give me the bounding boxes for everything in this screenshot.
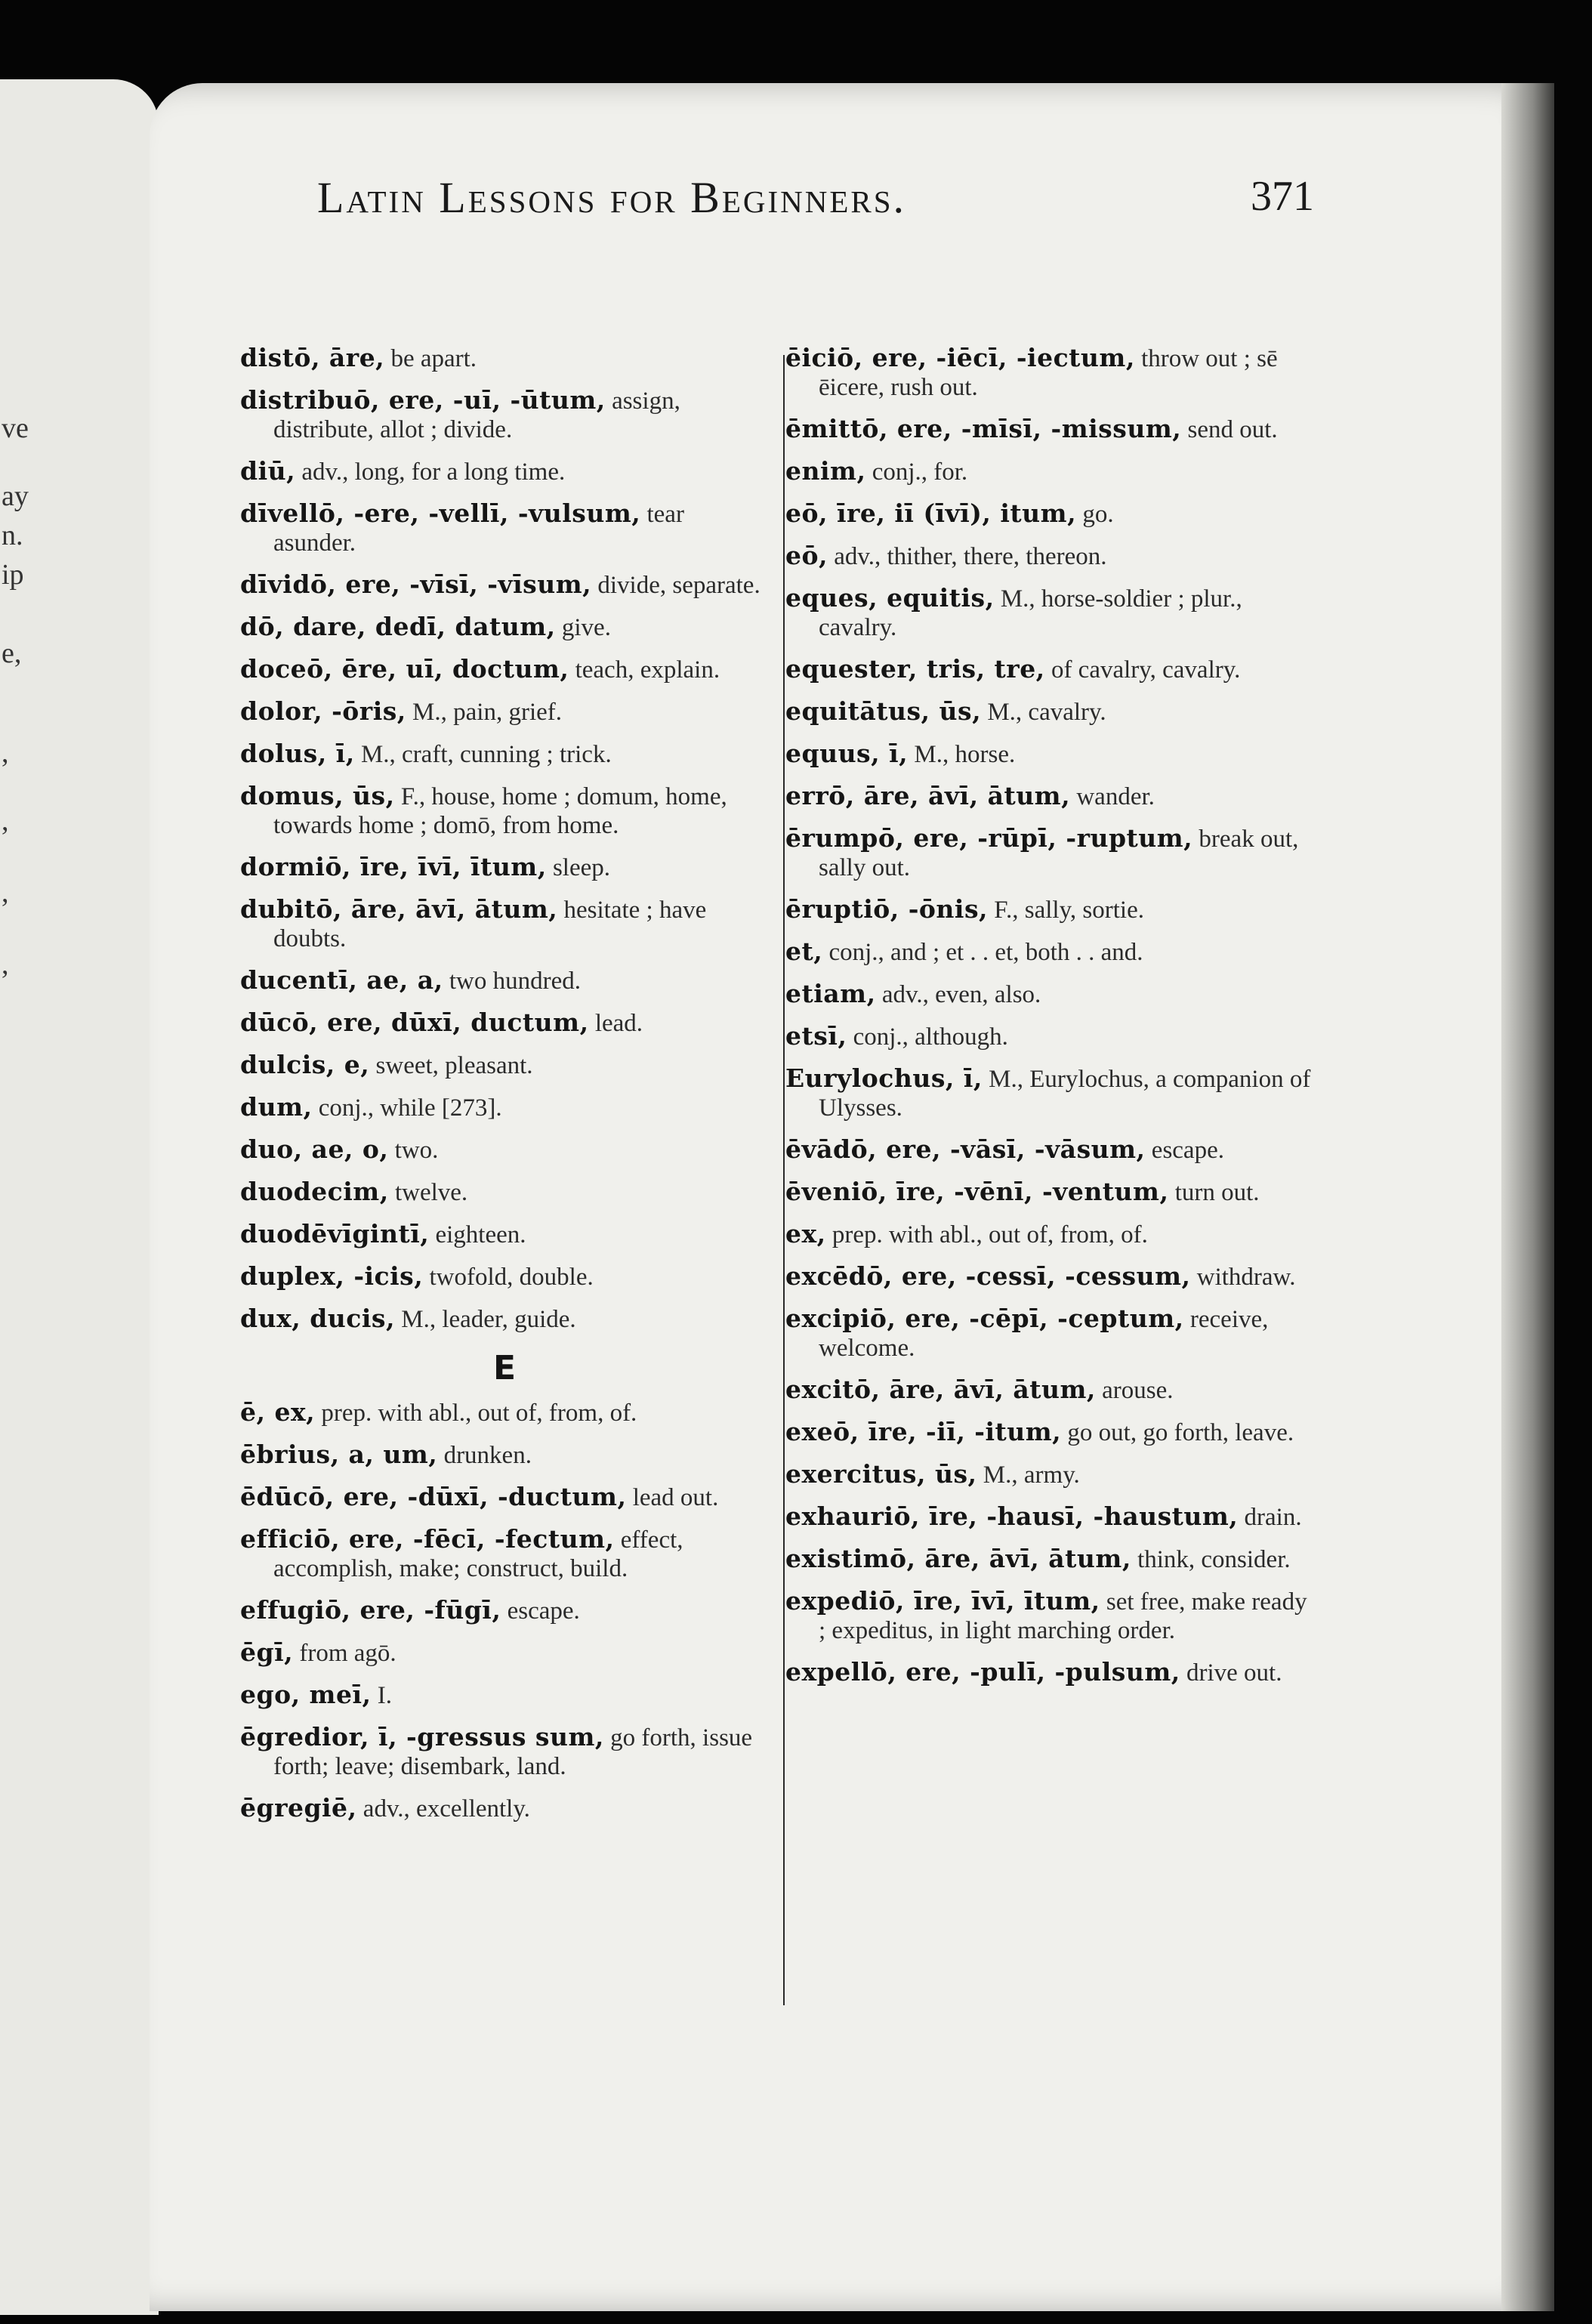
entry-definition: adv., even, also. bbox=[875, 981, 1041, 1008]
dictionary-entry bbox=[785, 1022, 1314, 1051]
entry-headword: duodecim, bbox=[240, 1177, 389, 1206]
entry-headword: etsī, bbox=[785, 1021, 847, 1051]
entry-definition: break out, sally out. bbox=[819, 826, 1299, 881]
dictionary-entry bbox=[240, 1525, 769, 1583]
dictionary-entry bbox=[240, 1262, 769, 1292]
entry-headword: Eurylochus, ī, bbox=[785, 1063, 983, 1093]
entry-definition: twelve. bbox=[388, 1179, 468, 1206]
entry-definition: withdraw. bbox=[1190, 1264, 1296, 1291]
entry-headword: excipiō, ere, -cēpī, -ceptum, bbox=[785, 1304, 1184, 1333]
entry-headword: dolus, ī, bbox=[240, 739, 355, 768]
entry-definition: of cavalry, cavalry. bbox=[1044, 656, 1241, 684]
entry-definition: drain. bbox=[1238, 1504, 1302, 1531]
entry-definition: M., cavalry. bbox=[981, 699, 1106, 726]
entry-definition: adv., excellently. bbox=[356, 1795, 530, 1822]
dictionary-entry bbox=[785, 980, 1314, 1009]
entry-headword: ego, meī, bbox=[240, 1680, 372, 1709]
entry-definition: sleep. bbox=[546, 854, 611, 881]
entry-headword: duplex, -icis, bbox=[240, 1261, 424, 1291]
entry-definition: teach, explain. bbox=[569, 656, 720, 684]
entry-definition: escape. bbox=[501, 1597, 580, 1625]
left-page-fragment: , bbox=[2, 949, 9, 980]
entry-headword: eō, īre, iī (īvī), itum, bbox=[785, 498, 1077, 528]
section-letter: E bbox=[492, 1349, 517, 1387]
entry-headword: exercitus, ūs, bbox=[785, 1459, 977, 1489]
dictionary-entry bbox=[240, 739, 769, 769]
entry-headword: expellō, ere, -pulī, -pulsum, bbox=[785, 1657, 1180, 1687]
dictionary-entry bbox=[240, 1051, 769, 1080]
entry-headword: dum, bbox=[240, 1092, 313, 1122]
entry-headword: et, bbox=[785, 937, 823, 966]
dictionary-entry bbox=[785, 1658, 1314, 1687]
dictionary-entry bbox=[240, 1440, 769, 1470]
entry-headword: errō, āre, āvī, ātum, bbox=[785, 781, 1071, 810]
entry-headword: ēbrius, a, um, bbox=[240, 1440, 438, 1469]
dictionary-entry bbox=[240, 1304, 769, 1334]
entry-headword: ē, ex, bbox=[240, 1397, 316, 1427]
entry-definition: receive, welcome. bbox=[819, 1306, 1269, 1362]
dictionary-entry bbox=[785, 344, 1314, 402]
entry-headword: enim, bbox=[785, 456, 866, 486]
entry-definition: go forth, issue forth; leave; disembark, land. bbox=[273, 1724, 753, 1780]
dictionary-entry bbox=[240, 1093, 769, 1122]
entry-definition: go. bbox=[1076, 501, 1114, 528]
dictionary-entry bbox=[785, 542, 1314, 571]
entry-headword: dux, ducis, bbox=[240, 1304, 395, 1333]
dictionary-entry bbox=[785, 415, 1314, 444]
entry-headword: equus, ī, bbox=[785, 739, 909, 768]
dictionary-entry bbox=[240, 1483, 769, 1512]
dictionary-entry bbox=[785, 1064, 1314, 1122]
dictionary-entry bbox=[785, 1545, 1314, 1574]
column-divider bbox=[783, 355, 785, 2005]
entry-definition: M., horse. bbox=[908, 741, 1016, 768]
dictionary-entry bbox=[785, 1177, 1314, 1207]
dictionary-entry bbox=[785, 1502, 1314, 1532]
entry-definition: adv., thither, there, thereon. bbox=[828, 543, 1107, 570]
left-page-fragment: , bbox=[2, 737, 9, 769]
dictionary-entry bbox=[240, 966, 769, 995]
entry-definition: lead. bbox=[588, 1010, 643, 1037]
dictionary-entry bbox=[240, 853, 769, 882]
entry-headword: eques, equitis, bbox=[785, 583, 995, 613]
dictionary-entry bbox=[240, 1596, 769, 1625]
entry-headword: ducentī, ae, a, bbox=[240, 965, 443, 995]
entry-definition: escape. bbox=[1145, 1137, 1224, 1164]
entry-headword: excitō, āre, āvī, ātum, bbox=[785, 1375, 1096, 1404]
entry-headword: duo, ae, o, bbox=[240, 1134, 389, 1164]
page-header bbox=[317, 172, 1314, 225]
left-page-edge bbox=[0, 79, 159, 2315]
right-column bbox=[785, 344, 1314, 1700]
entry-headword: effugiō, ere, -fūgī, bbox=[240, 1595, 501, 1625]
entry-headword: ērumpō, ere, -rūpī, -ruptum, bbox=[785, 823, 1193, 853]
entry-definition: twofold, double. bbox=[423, 1264, 594, 1291]
dictionary-entry bbox=[240, 344, 769, 373]
entry-headword: dulcis, e, bbox=[240, 1050, 370, 1079]
entry-headword: ēiciō, ere, -iēcī, -iectum, bbox=[785, 343, 1135, 372]
entry-definition: two. bbox=[388, 1137, 439, 1164]
entry-definition: drunken. bbox=[437, 1442, 532, 1469]
dictionary-entry bbox=[240, 1220, 769, 1249]
dictionary-entry bbox=[240, 1794, 769, 1823]
dictionary-entry bbox=[240, 895, 769, 953]
entry-definition: conj., for. bbox=[865, 458, 968, 486]
entry-headword: dīvellō, -ere, -vellī, -vulsum, bbox=[240, 498, 641, 528]
entry-headword: distō, āre, bbox=[240, 343, 385, 372]
dictionary-entry bbox=[240, 1723, 769, 1781]
dictionary-entry bbox=[785, 697, 1314, 727]
entry-definition: set free, make ready ; expeditus, in light marching order. bbox=[819, 1588, 1307, 1644]
dictionary-entry bbox=[785, 1418, 1314, 1447]
entry-headword: dubitō, āre, āvī, ātum, bbox=[240, 894, 558, 924]
entry-headword: ēruptiō, -ōnis, bbox=[785, 894, 989, 924]
left-page-fragment: , bbox=[2, 877, 9, 909]
entry-headword: eō, bbox=[785, 541, 828, 570]
entry-headword: dolor, -ōris, bbox=[240, 696, 406, 726]
entry-definition: effect, accomplish, make; construct, build. bbox=[273, 1526, 683, 1582]
entry-definition: adv., long, for a long time. bbox=[295, 458, 566, 486]
entry-headword: dīvidō, ere, -vīsī, -vīsum, bbox=[240, 569, 592, 599]
entry-headword: efficiō, ere, -fēcī, -fectum, bbox=[240, 1524, 615, 1554]
page-number: 371 bbox=[1251, 173, 1314, 220]
entry-definition: think, consider. bbox=[1131, 1546, 1291, 1573]
left-page-fragment: , bbox=[2, 805, 9, 837]
dictionary-entry bbox=[240, 1135, 769, 1165]
dictionary-entry bbox=[785, 1220, 1314, 1249]
entry-definition: tear asunder. bbox=[273, 501, 684, 557]
dictionary-entry bbox=[240, 457, 769, 486]
left-page-fragment: ip bbox=[2, 559, 24, 591]
entry-headword: ēdūcō, ere, -dūxī, -ductum, bbox=[240, 1482, 627, 1511]
dictionary-entry bbox=[240, 1638, 769, 1668]
entry-definition: prep. with abl., out of, from, of. bbox=[825, 1221, 1148, 1248]
entry-definition: M., leader, guide. bbox=[394, 1306, 576, 1333]
entry-headword: ēveniō, īre, -vēnī, -ventum, bbox=[785, 1177, 1169, 1206]
entry-headword: ēvādō, ere, -vāsī, -vāsum, bbox=[785, 1134, 1146, 1164]
dictionary-entry bbox=[240, 570, 769, 600]
entry-definition: conj., and ; et . . et, both . . and. bbox=[822, 939, 1143, 966]
left-page-fragment: ay bbox=[2, 480, 29, 512]
entry-definition: I. bbox=[371, 1682, 392, 1709]
entry-definition: prep. with abl., out of, from, of. bbox=[315, 1400, 637, 1427]
entry-definition: M., Eurylochus, a companion of Ulysses. bbox=[819, 1066, 1311, 1122]
entry-headword: doceō, ēre, uī, doctum, bbox=[240, 654, 569, 684]
entry-headword: ex, bbox=[785, 1219, 826, 1248]
entry-definition: hesitate ; have doubts. bbox=[273, 897, 707, 952]
entry-headword: expediō, īre, īvī, ītum, bbox=[785, 1586, 1100, 1616]
entry-headword: duodēvīgintī, bbox=[240, 1219, 430, 1248]
dictionary-entry bbox=[785, 895, 1314, 924]
entry-headword: equester, tris, tre, bbox=[785, 654, 1045, 684]
entry-definition: turn out. bbox=[1168, 1179, 1260, 1206]
dictionary-entry bbox=[240, 499, 769, 557]
entry-definition: be apart. bbox=[384, 345, 477, 372]
entry-definition: send out. bbox=[1181, 416, 1278, 443]
entry-headword: dormiō, īre, īvī, ītum, bbox=[240, 852, 547, 881]
entry-definition: F., house, home ; domum, home, towards home ; domō, from home. bbox=[273, 783, 727, 839]
entry-definition: M., pain, grief. bbox=[406, 699, 562, 726]
entry-headword: ēmittō, ere, -mīsī, -missum, bbox=[785, 414, 1182, 443]
dictionary-entry bbox=[240, 1681, 769, 1710]
entry-definition: sweet, pleasant. bbox=[369, 1052, 533, 1079]
entry-definition: F., sally, sortie. bbox=[988, 897, 1144, 924]
entry-definition: M., craft, cunning ; trick. bbox=[354, 741, 612, 768]
entry-headword: diū, bbox=[240, 456, 296, 486]
entry-headword: exeō, īre, -iī, -itum, bbox=[785, 1417, 1062, 1446]
dictionary-entry bbox=[240, 697, 769, 727]
entry-headword: ēgregiē, bbox=[240, 1793, 357, 1822]
entry-headword: dō, dare, dedī, datum, bbox=[240, 612, 556, 641]
entry-definition: M., horse-soldier ; plur., cavalry. bbox=[819, 585, 1242, 641]
left-page-fragment: n. bbox=[2, 520, 23, 551]
entry-headword: excēdō, ere, -cessī, -cessum, bbox=[785, 1261, 1191, 1291]
entry-definition: M., army. bbox=[976, 1461, 1080, 1489]
dictionary-entry bbox=[785, 824, 1314, 882]
entry-headword: ēgredior, ī, -gressus sum, bbox=[240, 1722, 604, 1751]
entry-headword: distribuō, ere, -uī, -ūtum, bbox=[240, 385, 606, 415]
entry-definition: go out, go forth, leave. bbox=[1061, 1419, 1294, 1446]
entry-headword: dūcō, ere, dūxī, ductum, bbox=[240, 1008, 589, 1037]
dictionary-entry bbox=[240, 1177, 769, 1207]
entry-definition: divide, separate. bbox=[591, 572, 761, 599]
entry-definition: from agō. bbox=[293, 1640, 396, 1667]
dictionary-entry bbox=[240, 782, 769, 840]
entry-headword: exhauriō, īre, -hausī, -haustum, bbox=[785, 1501, 1239, 1531]
dictionary-entry bbox=[785, 499, 1314, 529]
left-page-fragment: ve bbox=[2, 412, 29, 444]
entry-headword: equitātus, ūs, bbox=[785, 696, 982, 726]
dictionary-entry bbox=[785, 937, 1314, 967]
entry-headword: ēgī, bbox=[240, 1637, 294, 1667]
entry-headword: domus, ūs, bbox=[240, 781, 395, 810]
dictionary-entry bbox=[785, 584, 1314, 642]
dictionary-entry bbox=[785, 457, 1314, 486]
entry-headword: etiam, bbox=[785, 979, 876, 1008]
left-page-fragment: e, bbox=[2, 637, 22, 669]
dictionary-entry bbox=[240, 655, 769, 684]
dictionary-entry bbox=[785, 1135, 1314, 1165]
entry-definition: lead out. bbox=[626, 1484, 719, 1511]
dictionary-entry bbox=[785, 1587, 1314, 1645]
entry-definition: wander. bbox=[1070, 783, 1155, 810]
entry-definition: two hundred. bbox=[443, 968, 582, 995]
dictionary-entry bbox=[785, 1262, 1314, 1292]
entry-definition: throw out ; sē ēicere, rush out. bbox=[819, 345, 1278, 401]
book-spine-shadow bbox=[1501, 83, 1554, 2311]
running-title: Latin Lessons for Beginners. bbox=[317, 173, 907, 222]
dictionary-entry bbox=[785, 782, 1314, 811]
entry-headword: existimō, āre, āvī, ātum, bbox=[785, 1544, 1131, 1573]
entry-definition: conj., although. bbox=[847, 1023, 1008, 1051]
entry-definition: drive out. bbox=[1180, 1659, 1282, 1687]
entry-definition: conj., while [273]. bbox=[312, 1094, 502, 1122]
dictionary-entry bbox=[785, 1460, 1314, 1489]
dictionary-entry bbox=[785, 739, 1314, 769]
dictionary-entry bbox=[785, 655, 1314, 684]
entry-definition: arouse. bbox=[1095, 1377, 1174, 1404]
dictionary-entry bbox=[785, 1375, 1314, 1405]
dictionary-entry bbox=[240, 386, 769, 444]
entry-definition: assign, distribute, allot ; divide. bbox=[273, 387, 680, 443]
dictionary-entry bbox=[785, 1304, 1314, 1363]
entry-definition: eighteen. bbox=[429, 1221, 526, 1248]
dictionary-entry bbox=[240, 1398, 769, 1427]
dictionary-entry bbox=[240, 613, 769, 642]
left-column bbox=[240, 344, 769, 1836]
entry-definition: give. bbox=[555, 614, 611, 641]
dictionary-entry bbox=[240, 1008, 769, 1038]
